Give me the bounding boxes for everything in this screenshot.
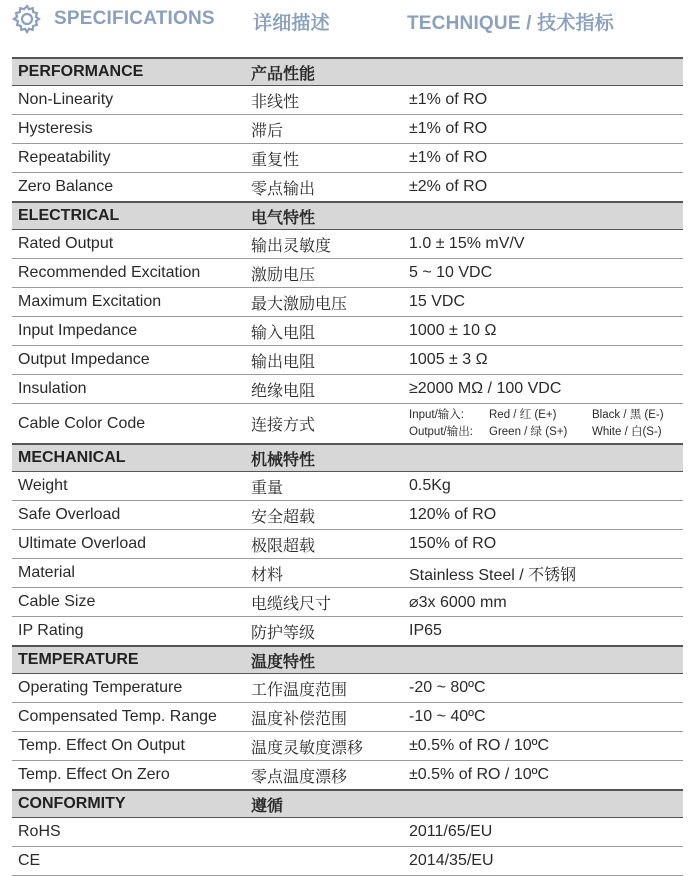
spec-value: ±2% of RO [403,173,683,203]
table-row [12,674,683,703]
table-row [12,472,683,501]
spec-name-zh: 连接方式 [245,404,403,445]
section-title: PERFORMANCE [12,58,245,86]
table-row [12,230,683,259]
section-header-performance [12,58,683,86]
table-row [12,617,683,647]
specifications-heading: SPECIFICATIONS [54,8,215,29]
spec-name-zh: 电缆线尺寸 [245,588,403,617]
spec-name: Recommended Excitation [12,259,245,288]
spec-value: 15 VDC [403,288,683,317]
spec-value: 0.5Kg [403,472,683,501]
spec-value: ±1% of RO [403,115,683,144]
spec-value: 2011/65/EU [403,818,683,847]
spec-value: ±0.5% of RO / 10ºC [403,732,683,761]
spec-name: Cable Color Code [12,404,245,445]
table-row [12,259,683,288]
spec-name: Weight [12,472,245,501]
spec-value: ≥2000 MΩ / 100 VDC [403,375,683,404]
spec-value: 1005 ± 3 Ω [403,346,683,375]
table-row [12,317,683,346]
spec-name: IP Rating [12,617,245,647]
spec-name: Temp. Effect On Zero [12,761,245,791]
section-title: TEMPERATURE [12,646,245,674]
section-header-mechanical [12,444,683,472]
spec-name-zh: 绝缘电阻 [245,375,403,404]
spec-name-zh: 激励电压 [245,259,403,288]
spec-name-zh: 防护等级 [245,617,403,647]
spec-name: Non-Linearity [12,86,245,115]
table-row [12,847,683,876]
section-title: MECHANICAL [12,444,245,472]
spec-name-zh: 安全超载 [245,501,403,530]
spec-value: 120% of RO [403,501,683,530]
spec-name: Operating Temperature [12,674,245,703]
spec-name: CE [12,847,245,876]
spec-value: 1000 ± 10 Ω [403,317,683,346]
spec-value: Stainless Steel / 不锈钢 [403,559,683,588]
spec-name-zh: 材料 [245,559,403,588]
spec-value: -10 ~ 40ºC [403,703,683,732]
color-code-label: Output/输出: [409,425,473,438]
spec-value: ±0.5% of RO / 10ºC [403,761,683,791]
color-code-input-line [409,407,683,424]
section-title: ELECTRICAL [12,202,245,230]
table-row [12,173,683,203]
spec-name-zh: 工作温度范围 [245,674,403,703]
table-row [12,818,683,847]
spec-name: Cable Size [12,588,245,617]
spec-value: 150% of RO [403,530,683,559]
spec-name-zh [245,818,403,847]
section-title-zh: 机械特性 [245,444,403,472]
spec-name: Ultimate Overload [12,530,245,559]
spec-name-zh: 零点输出 [245,173,403,203]
spec-name-zh: 重复性 [245,144,403,173]
spec-name-zh: 极限超载 [245,530,403,559]
spec-value: ±1% of RO [403,86,683,115]
spec-name-zh: 最大激励电压 [245,288,403,317]
table-row [12,530,683,559]
spec-value: 2014/35/EU [403,847,683,876]
section-title-zh: 遵循 [245,790,403,818]
table-row [12,732,683,761]
table-row [12,501,683,530]
table-row [12,703,683,732]
spec-value: ±1% of RO [403,144,683,173]
spec-value: IP65 [403,617,683,647]
spec-name: Zero Balance [12,173,245,203]
spec-name-zh: 输出灵敏度 [245,230,403,259]
spec-name-zh: 零点温度漂移 [245,761,403,791]
table-row [12,404,683,445]
table-row [12,559,683,588]
spec-value: -20 ~ 80ºC [403,674,683,703]
spec-name: Rated Output [12,230,245,259]
section-header-conformity [12,790,683,818]
section-header-electrical [12,202,683,230]
spec-name: Compensated Temp. Range [12,703,245,732]
spec-name-zh: 重量 [245,472,403,501]
chinese-heading: 详细描述 [253,13,330,34]
spec-value: ⌀3x 6000 mm [403,588,683,617]
color-code-wire: Red / 红 (E+) [489,408,557,421]
spec-name-zh: 温度补偿范围 [245,703,403,732]
spec-name: RoHS [12,818,245,847]
table-row [12,375,683,404]
table-row [12,115,683,144]
spec-name: Insulation [12,375,245,404]
spec-name-zh: 输入电阻 [245,317,403,346]
spec-name: Material [12,559,245,588]
table-row [12,288,683,317]
color-code-wire: White / 白(S-) [592,425,662,438]
section-header-temperature [12,646,683,674]
table-row [12,761,683,791]
spec-name-zh [245,847,403,876]
page-header [0,0,698,40]
spec-name: Repeatability [12,144,245,173]
gear-icon [11,3,43,35]
specifications-table [12,57,683,876]
section-title-zh: 温度特性 [245,646,403,674]
table-row [12,346,683,375]
table-row [12,588,683,617]
spec-name-zh: 滞后 [245,115,403,144]
spec-name: Safe Overload [12,501,245,530]
cable-color-code [403,404,683,445]
spec-name: Temp. Effect On Output [12,732,245,761]
color-code-label: Input/输入: [409,408,464,421]
spec-name-zh: 温度灵敏度漂移 [245,732,403,761]
color-code-wire: Green / 绿 (S+) [489,425,568,438]
table-row [12,86,683,115]
section-title-zh: 电气特性 [245,202,403,230]
section-title: CONFORMITY [12,790,245,818]
spec-name-zh: 输出电阻 [245,346,403,375]
spec-name: Hysteresis [12,115,245,144]
spec-name-zh: 非线性 [245,86,403,115]
spec-name: Maximum Excitation [12,288,245,317]
spec-name: Output Impedance [12,346,245,375]
color-code-wire: Black / 黑 (E-) [592,408,664,421]
color-code-output-line [409,424,683,441]
table-row [12,144,683,173]
spec-value: 5 ~ 10 VDC [403,259,683,288]
section-title-zh: 产品性能 [245,58,403,86]
technique-heading: TECHNIQUE / 技术指标 [407,13,614,34]
spec-name: Input Impedance [12,317,245,346]
spec-value: 1.0 ± 15% mV/V [403,230,683,259]
